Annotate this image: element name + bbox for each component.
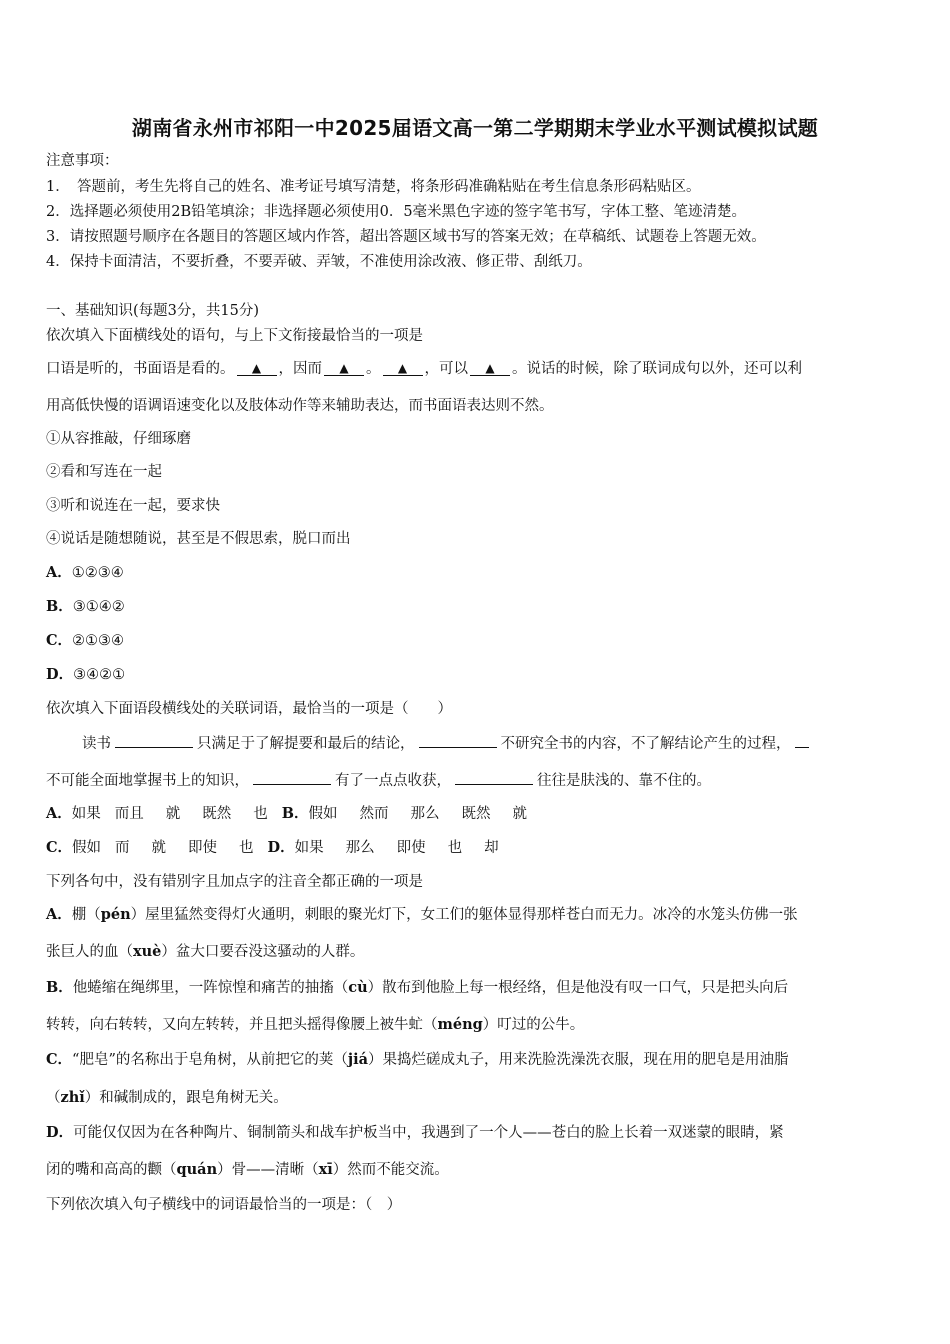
blank <box>455 770 533 785</box>
q3-option-b-line1[interactable]: B．他蜷缩在绳绑里，一阵惊惶和痛苦的抽搐（cù）散布到他脸上每一根经络，但是他没有叹一口气，只是把头向后 <box>46 979 789 996</box>
notice-item: 3．请按照题号顺序在各题目的答题区域内作答，超出答题区域书写的答案无效；在草稿纸、试题卷上答题无效。 <box>46 229 766 245</box>
blank <box>795 733 809 748</box>
blank-3: ▲ <box>383 361 423 376</box>
q2-options-cd[interactable]: C．假如 而 就 即使 也 D．如果 那么 即使 也 却 <box>46 839 499 856</box>
q2-options-ab[interactable]: A．如果 而且 就 既然 也 B．假如 然而 那么 既然 就 <box>46 805 528 822</box>
page-title: 湖南省永州市祁阳一中2025届语文高一第二学期期末学业水平测试模拟试题 <box>131 116 819 140</box>
q3-option-a-line1[interactable]: A．棚（pén）屋里猛然变得灯火通明，刺眼的聚光灯下，女工们的躯体显得那样苍白而无力。冰冷的水笼头仿佛一张 <box>46 906 798 923</box>
q1-text: 。说话的时候，除了联词成句以外，还可以利 <box>512 361 802 377</box>
notice-item: 2．选择题必须使用2B铅笔填涂；非选择题必须使用0．5毫米黑色字迹的签字笔书写，字体工整、笔迹清楚。 <box>46 204 747 220</box>
q1-option-c[interactable]: C．②①③④ <box>46 632 125 649</box>
q2-passage-line1: 读书 只满足于了解提要和最后的结论， 不研究全书的内容，不了解结论产生的过程， <box>82 733 809 754</box>
q3-stem: 下列各句中，没有错别字且加点字的注音全都正确的一项是 <box>46 874 423 890</box>
q3-option-d-line1[interactable]: D．可能仅仅因为在各种陶片、铜制箭头和战车护板当中，我遇到了一个人——苍白的脸上长着一双迷蒙的眼睛，紧 <box>46 1124 784 1141</box>
blank <box>115 733 193 748</box>
blank <box>253 770 331 785</box>
q1-text: 。 <box>366 361 381 377</box>
q3-option-c-line1[interactable]: C．“肥皂”的名称出于皂角树，从前把它的荚（jiá）果捣烂磋成丸子，用来洗脸洗澡洗衣服，现在用的肥皂是用油脂 <box>46 1051 789 1068</box>
notice-heading: 注意事项： <box>46 153 119 169</box>
section-heading: 一、基础知识(每题3分，共15分) <box>46 303 259 319</box>
q2-stem: 依次填入下面语段横线处的关联词语，最恰当的一项是（ ） <box>46 701 452 717</box>
q4-stem: 下列依次填入句子横线中的词语最恰当的一项是：（ ） <box>46 1197 402 1213</box>
q1-passage-line1 <box>46 359 802 379</box>
q1-text: ，可以 <box>424 361 468 377</box>
blank-4: ▲ <box>470 361 510 376</box>
q1-sentence: ②看和写连在一起 <box>46 464 162 480</box>
q1-passage-line2: 用高低快慢的语调语速变化以及肢体动作等来辅助表达，而书面语表达则不然。 <box>46 398 554 414</box>
q1-sentence: ④说话是随想随说，甚至是不假思索，脱口而出 <box>46 531 351 547</box>
q1-option-a[interactable]: A．①②③④ <box>46 564 124 581</box>
q1-sentence: ①从容推敲，仔细琢磨 <box>46 431 191 447</box>
q1-text: ，因而 <box>278 361 322 377</box>
notice-item: 4．保持卡面清洁，不要折叠，不要弄破、弄皱，不准使用涂改液、修正带、刮纸刀。 <box>46 254 592 270</box>
blank-1: ▲ <box>237 361 277 376</box>
q1-option-d[interactable]: D．③④②① <box>46 666 126 683</box>
blank-2: ▲ <box>324 361 364 376</box>
notice-item: 1． 答题前，考生先将自己的姓名、准考证号填写清楚，将条形码准确粘贴在考生信息条形码粘贴区。 <box>46 179 701 195</box>
q3-option-d-line2: 闭的嘴和高高的颧（quán）骨——清晰（xī）然而不能交流。 <box>46 1161 449 1178</box>
q3-option-c-line2: （zhǐ）和碱制成的，跟皂角树无关。 <box>46 1089 288 1106</box>
blank <box>419 733 497 748</box>
q3-option-a-line2: 张巨人的血（xuè）盆大口要吞没这骚动的人群。 <box>46 943 365 960</box>
q1-stem: 依次填入下面横线处的语句，与上下文衔接最恰当的一项是 <box>46 328 423 344</box>
q2-passage-line2: 不可能全面地掌握书上的知识， 有了一点点收获， 往往是肤浅的、靠不住的。 <box>46 770 711 791</box>
q1-sentence: ③听和说连在一起，要求快 <box>46 498 220 514</box>
q1-option-b[interactable]: B．③①④② <box>46 598 125 615</box>
q3-option-b-line2: 转转，向右转转，又向左转转，并且把头摇得像腰上被牛虻（méng）叮过的公牛。 <box>46 1016 585 1033</box>
q1-text: 口语是听的，书面语是看的。 <box>46 361 235 377</box>
